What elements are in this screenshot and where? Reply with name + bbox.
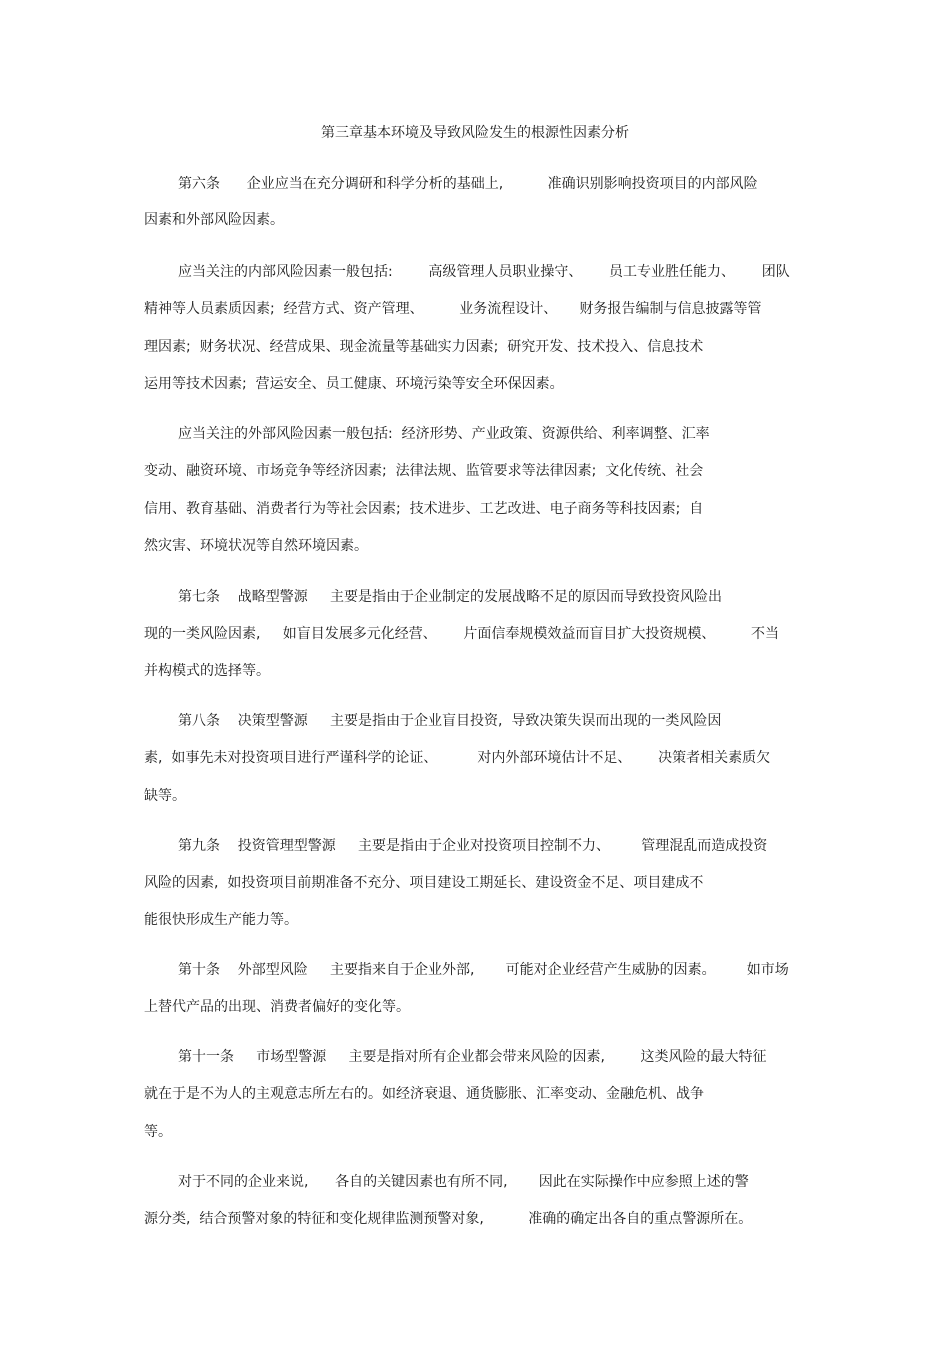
paragraph-2-line-2: 精神等人员素质因素; 经营方式、资产管理、 业务流程设计、 财务报告编制与信息披露等管 [144,301,762,317]
paragraph-5-line-1: 第八条 决策型警源 主要是指由于企业盲目投资, 导致决策失误而出现的一类风险因 [178,713,722,729]
paragraph-6-line-3: 能很快形成生产能力等。 [144,912,298,928]
paragraph-1-line-1: 第六条 企业应当在充分调研和科学分析的基础上, 准确识别影响投资项目的内部风险 [178,176,758,192]
paragraph-4-line-2: 现的一类风险因素, 如盲目发展多元化经营、 片面信奉规模效益而盲目扩大投资规模、 不当 [144,626,780,642]
paragraph-6-line-2: 风险的因素, 如投资项目前期准备不充分、项目建设工期延长、建设资金不足、项目建成不 [144,875,704,891]
chapter-title: 第三章基本环境及导致风险发生的根源性因素分析 [321,125,629,141]
paragraph-8-line-2: 就在于是不为人的主观意志所左右的。如经济衰退、通货膨胀、汇率变动、金融危机、战争 [144,1086,704,1102]
paragraph-2-line-3: 理因素; 财务状况、经营成果、现金流量等基础实力因素; 研究开发、技术投入、信息技术 [144,339,704,355]
paragraph-5-line-3: 缺等。 [144,788,186,804]
paragraph-5-line-2: 素, 如事先未对投资项目进行严谨科学的论证、 对内外部环境估计不足、 决策者相关素质欠 [144,750,771,766]
paragraph-4-line-3: 并构模式的选择等。 [144,663,270,679]
paragraph-8-line-3: 等。 [144,1124,172,1140]
paragraph-1-line-2: 因素和外部风险因素。 [144,212,284,228]
paragraph-7-line-1: 第十条 外部型风险 主要指来自于企业外部, 可能对企业经营产生威胁的因素。 如市场 [178,962,789,978]
paragraph-3-line-3: 信用、教育基础、消费者行为等社会因素; 技术进步、工艺改进、电子商务等科技因素; 自 [144,501,704,517]
paragraph-9-line-1: 对于不同的企业来说, 各自的关键因素也有所不同, 因此在实际操作中应参照上述的警 [178,1174,749,1190]
paragraph-9-line-2: 源分类, 结合预警对象的特征和变化规律监测预警对象, 准确的确定出各自的重点警源所在。 [144,1211,753,1227]
paragraph-4-line-1: 第七条 战略型警源 主要是指由于企业制定的发展战略不足的原因而导致投资风险出 [178,589,723,605]
paragraph-3-line-1: 应当关注的外部风险因素一般包括: 经济形势、产业政策、资源供给、利率调整、汇率 [178,426,710,442]
paragraph-8-line-1: 第十一条 市场型警源 主要是指对所有企业都会带来风险的因素, 这类风险的最大特征 [178,1049,767,1065]
paragraph-6-line-1: 第九条 投资管理型警源 主要是指由于企业对投资项目控制不力、 管理混乱而造成投资 [178,838,768,854]
paragraph-2-line-4: 运用等技术因素; 营运安全、员工健康、环境污染等安全环保因素。 [144,376,564,392]
paragraph-7-line-2: 上替代产品的出现、消费者偏好的变化等。 [144,999,410,1015]
paragraph-3-line-4: 然灾害、环境状况等自然环境因素。 [144,538,368,554]
paragraph-3-line-2: 变动、融资环境、市场竞争等经济因素; 法律法规、监管要求等法律因素; 文化传统、社会 [144,463,704,479]
paragraph-2-line-1: 应当关注的内部风险因素一般包括: 高级管理人员职业操守、 员工专业胜任能力、 团队 [178,264,790,280]
